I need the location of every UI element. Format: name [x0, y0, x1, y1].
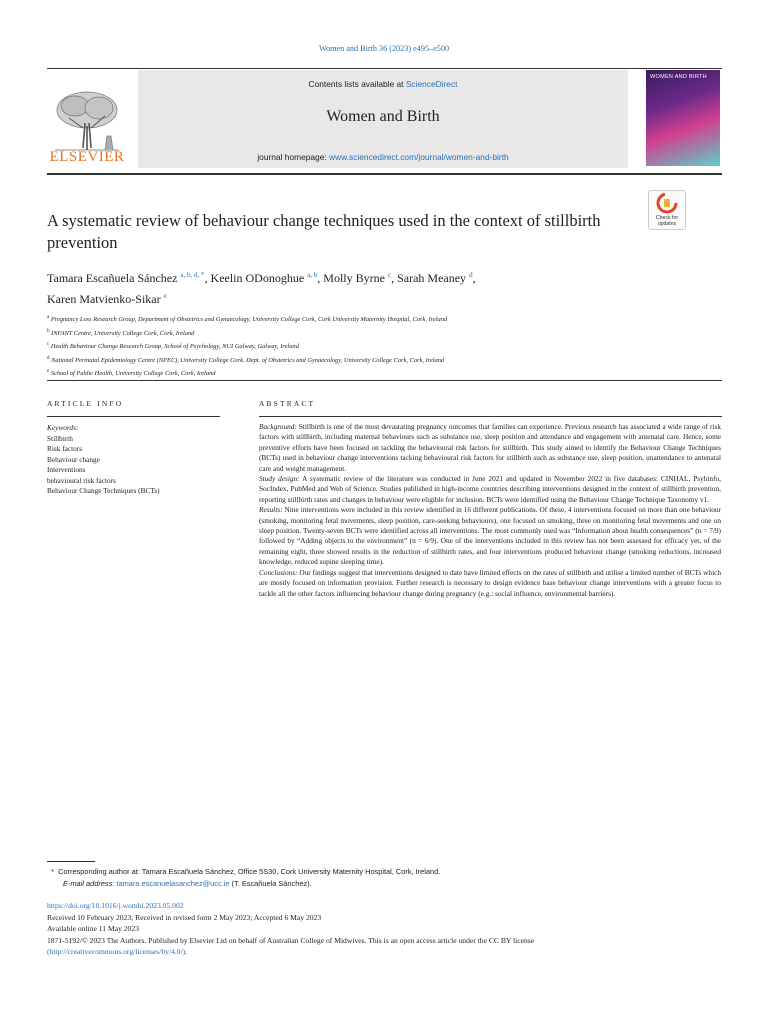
abstract-section-text: Stillbirth is one of the most devastating pregnancy outcomes that families can experience. Previous research has associated a wide range of risk factors with stillbirth, including maternal behaviours such as substance use, sleep position and attendance and engagement with antenatal care. Hence, some preventive efforts have been focused on tackling the behavioural risk factors for stillbirth. This study aimed to identify the Behaviour Change Techniques (BCTs) used in behaviour change interventions tacking behavioural risk factors for stillbirth such as substance use, sleep position, unattendance to antenatal care and weight management.: [259, 422, 721, 473]
check-updates-icon: [649, 191, 685, 215]
abstract-study-design: [259, 474, 721, 505]
affiliations: [47, 312, 727, 380]
abstract-section-label: Results:: [259, 505, 283, 515]
email-suffix: (T. Escañuela Sánchez).: [229, 878, 312, 888]
author-affil-marks[interactable]: c: [387, 271, 392, 279]
author-name[interactable]: Molly Byrne: [323, 271, 385, 285]
keyword-item: Behaviour Change Techniques (BCTs): [47, 486, 160, 495]
abstract-background: [259, 422, 721, 474]
author-affil-marks[interactable]: a, b: [307, 271, 318, 279]
affiliation-key: c: [47, 342, 50, 348]
footnote-rule: [47, 861, 95, 862]
abstract-body: [259, 422, 721, 599]
abstract-section-text: Our findings suggest that interventions designed to date have limited effects on the rates of stillbirth and utilise a limited number of BCTs which are mostly focused on information provision. Further research is necessary to design evidence base behaviour change interventions with a greater focus to tackle all the other factors influencing behaviour change during pregnancy (e.g.: social influence, environmental barriers).: [259, 567, 721, 598]
affiliation-item: [47, 326, 727, 340]
author-name[interactable]: Karen Matvienko-Sikar: [47, 292, 161, 306]
keyword-item: Behaviour change: [47, 454, 100, 464]
author-affil-marks[interactable]: e: [163, 292, 167, 300]
author-affil-marks[interactable]: a, b, d, *: [180, 271, 205, 279]
received-dates: Received 10 February 2023; Received in revised form 2 May 2023; Accepted 6 May 2023: [47, 912, 322, 922]
doi-link[interactable]: https://doi.org/10.1016/j.wombi.2023.05.002: [47, 901, 184, 910]
affiliation-item: [47, 312, 727, 326]
keyword-item: Interventions: [47, 465, 86, 474]
article-info-rule: [47, 416, 220, 417]
author-affil-marks[interactable]: d: [469, 271, 473, 279]
homepage-link[interactable]: www.sciencedirect.com/journal/women-and-birth: [329, 152, 509, 162]
abstract-section-label: Conclusions:: [259, 567, 298, 577]
license-line: [47, 946, 727, 958]
homepage-prefix: journal homepage:: [257, 152, 330, 162]
affiliation-text: INFANT Centre, University College Cork, Cork, Ireland: [51, 329, 195, 337]
badge-label: Check for updates: [655, 215, 679, 227]
author-name[interactable]: Tamara Escañuela Sánchez: [47, 271, 178, 285]
author-name[interactable]: Sarah Meaney: [397, 271, 467, 285]
abstract-section-label: Study design:: [259, 474, 300, 484]
license-link[interactable]: (http://creativecommons.org/licenses/by/4.0/): [47, 947, 186, 957]
email-label: E-mail address:: [63, 878, 115, 888]
cover-title: WOMEN AND BIRTH: [650, 74, 707, 80]
contents-prefix: Contents lists available at: [308, 79, 406, 89]
email-link[interactable]: tamara.escanuelasanchez@ucc.ie: [116, 878, 230, 888]
license-suffix: .: [185, 947, 188, 957]
abstract-heading: ABSTRACT: [259, 399, 316, 408]
keyword-item: Stillbirth: [47, 433, 73, 443]
abstract-rule: [259, 416, 722, 417]
paper-title: A systematic review of behaviour change techniques used in the context of stillbirth prevention: [47, 211, 601, 252]
abstract-conclusions: [259, 568, 721, 599]
journal-name: Women and Birth: [326, 108, 440, 125]
journal-reference[interactable]: Women and Birth 36 (2023) e495–e500: [318, 44, 450, 53]
journal-cover-image[interactable]: [646, 70, 720, 166]
sciencedirect-link[interactable]: ScienceDirect: [405, 79, 458, 89]
keywords-block: [47, 423, 237, 497]
homepage-line: [138, 152, 628, 162]
abstract-section-label: Background:: [259, 422, 297, 431]
abstract-section-text: Nine interventions were included in this review identified in 16 different publications. Of these, 4 interventions focused on more than one behaviour (smoking, monitoring fetal movements, sleep position, care-seeking behaviours), one focused on smoking, three on monitoring fetal movements and one on sleep position. Twenty-seven BCTs were identified across all interventions. The most commonly used was “Information about health consequences” (n = 7/9) followed by “Adding objects to the environment” (n = 6/9). One of the interventions included in this review has not been assessed for efficacy yet, of the remaining eight, three showed results in the reduction of stillbirth rates, and four interventions produced behaviour change (smoking reductions, increased knowledge, reduced supine sleeping time).: [259, 505, 721, 567]
affiliation-item: [47, 366, 727, 380]
affiliation-text: School of Public Health, University College Cork, Cork, Ireland: [50, 370, 216, 378]
correspondence-line: [47, 866, 727, 878]
affiliation-key: e: [47, 369, 50, 375]
affiliation-item: [47, 353, 727, 367]
author-separator: ,: [204, 271, 211, 285]
article-info-heading: ARTICLE INFO: [47, 399, 124, 408]
header-bottom-rule: [47, 173, 722, 175]
keywords-label: Keywords:: [47, 423, 79, 432]
section-rule: [47, 380, 722, 381]
author-list: [47, 266, 667, 308]
abstract-results: [259, 505, 721, 567]
abstract-section-text: A systematic review of the literature was conducted in June 2021 and updated in November 2022 in five databases: CINHAL, Psyhinfo, SocIndex, PubMed and Web of Science. Studies published in high-income countries describing interventions designed in the context of stillbirth prevention, reporting stillbirth rates and changes in behaviour were eligible for inclusion. BCTs were identified using the Behaviour Change Technique Taxonomy v1.: [259, 474, 721, 504]
keyword-item: Risk factors: [47, 444, 83, 453]
copyright-line: 1871-5192/© 2023 The Authors. Published by Elsevier Ltd on behalf of Australian College of Midwives. This is an open access article under the CC BY license: [47, 935, 535, 945]
header-top-rule: [47, 68, 722, 69]
affiliation-text: National Perinatal Epidemiology Centre (NPEC), University College Cork. Dept. of Obstetrics and Gynaecology, University College Cork, Cork, Ireland: [51, 356, 445, 364]
author-separator: ,: [317, 271, 324, 285]
elsevier-wordmark: ELSEVIER: [49, 149, 125, 165]
publication-info: [47, 900, 727, 958]
correspondence-text: Corresponding author at: Tamara Escañuela Sánchez, Office 5S30, Cork University Maternity Hospital, Cork, Ireland.: [58, 867, 441, 876]
affiliation-key: d: [47, 355, 50, 361]
email-line: [47, 878, 727, 890]
contents-line: [138, 79, 628, 89]
available-online: Available online 11 May 2023: [47, 924, 139, 934]
affiliation-item: [47, 339, 727, 353]
keyword-item: behavioural risk factors: [47, 475, 116, 485]
author-name[interactable]: Keelin ODonoghue: [210, 271, 305, 285]
affiliation-text: Pregnancy Loss Research Group, Department of Obstetrics and Gynaecology, University College Cork, Cork University Maternity Hospital, Cork, Ireland: [50, 316, 448, 324]
check-for-updates-button[interactable]: [648, 190, 686, 230]
author-separator: ,: [391, 271, 398, 285]
affiliation-text: Health Behaviour Change Research Group, School of Psychology, NUI Galway, Galway, Ireland: [50, 343, 299, 351]
author-separator: ,: [472, 271, 476, 285]
correspondence-footnote: [47, 866, 727, 889]
affiliation-key: a: [47, 315, 50, 320]
affiliation-key: b: [47, 328, 50, 334]
footnote-marker: *: [51, 867, 54, 876]
